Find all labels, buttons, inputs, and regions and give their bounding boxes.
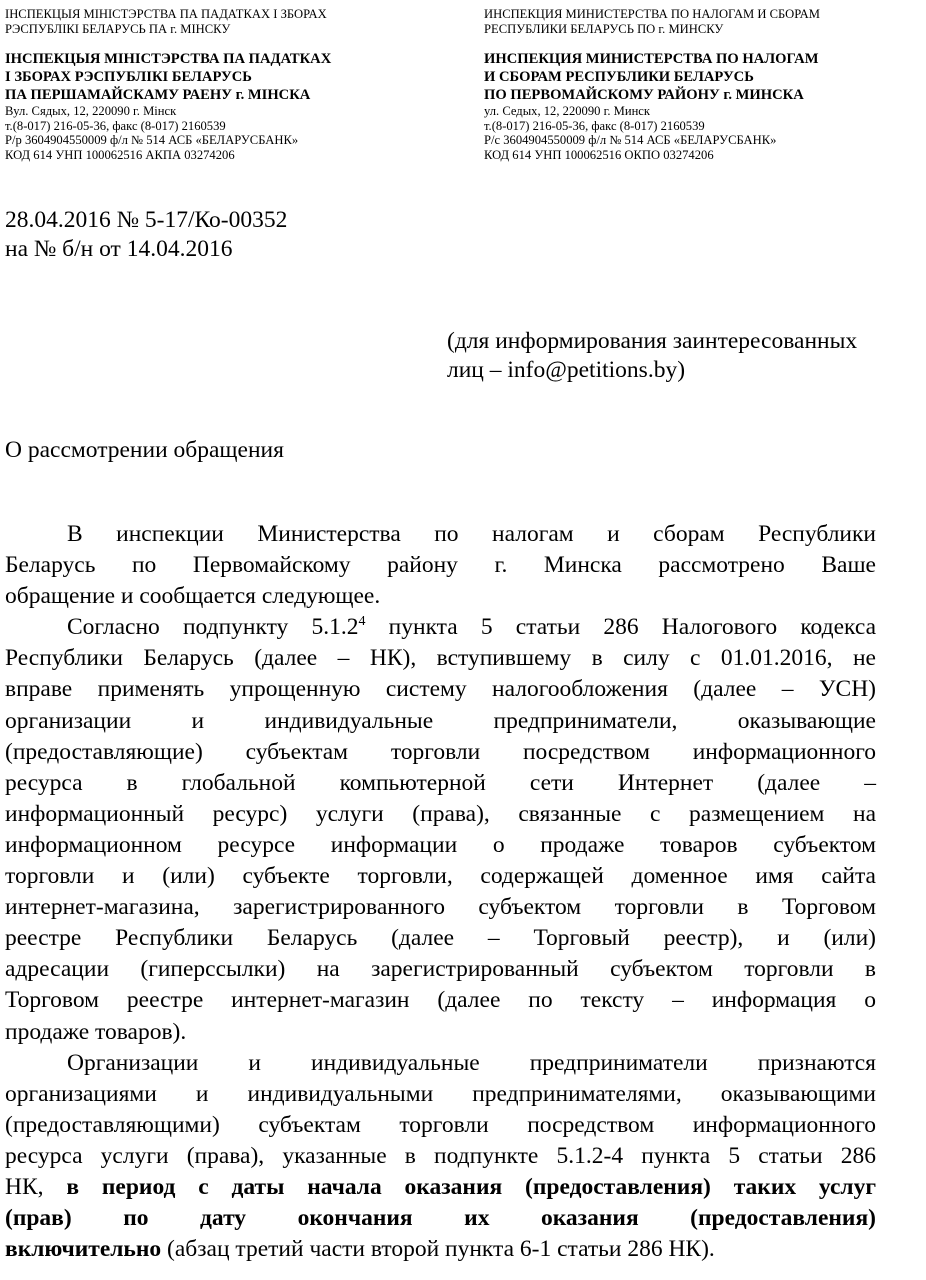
text-line (5, 612, 876, 643)
text: организации и индивидуальные предприниматели, оказывающие (5, 707, 876, 734)
text-line (5, 581, 876, 612)
paragraph (5, 519, 876, 612)
text: (абзац третий части второй пункта 6-1 статьи 286 НК). (161, 1236, 715, 1263)
document-reference (5, 206, 287, 264)
letterhead-account: Р/р 3604904550009 ф/л № 514 АСБ «БЕЛАРУСБАНК» (5, 133, 299, 147)
letterhead-russian (484, 7, 904, 162)
text-line (5, 1110, 876, 1141)
text: информационном ресурсе информации о продаже товаров субъектом (5, 831, 876, 858)
text: организациями и индивидуальными предпринимателями, оказывающими (5, 1080, 876, 1107)
letterhead-line: РЭСПУБЛІКІ БЕЛАРУСЬ ПА г. МІНСКУ (5, 21, 231, 36)
letterhead-codes: КОД 614 УНП 100062516 ОКПО 03274206 (484, 147, 714, 162)
bold-text: в период с даты начала оказания (предоставления) таких услуг (66, 1173, 876, 1200)
addressee-line: лиц – info@petitions.by) (447, 357, 686, 383)
text-line (5, 1234, 876, 1265)
text-line (5, 1141, 876, 1172)
letterhead-address: ул. Седых, 12, 220090 г. Минск (484, 104, 651, 118)
letterhead-line: РЕСПУБЛИКИ БЕЛАРУСЬ ПО г. МИНСКУ (484, 21, 724, 36)
text: реестре Республики Беларусь (далее – Торговый реестр), и (или) (5, 925, 876, 952)
letterhead-title: И СБОРАМ РЕСПУБЛИКИ БЕЛАРУСЬ (484, 69, 754, 85)
text-line (5, 830, 876, 861)
text: торговли и (или) субъекте торговли, содержащей доменное имя сайта (5, 863, 876, 890)
text-line (5, 985, 876, 1016)
text: Беларусь по Первомайскому району г. Минска рассмотрено Ваше (5, 552, 876, 579)
text-line (5, 892, 876, 923)
text-line (5, 923, 876, 954)
text-line (5, 550, 876, 581)
text-line (5, 768, 876, 799)
paragraph (5, 612, 876, 1047)
text: обращение и сообщается следующее. (5, 583, 381, 610)
text-line (5, 861, 876, 892)
text: В инспекции Министерства по налогам и сборам Республики (67, 521, 876, 547)
text: (предоставляющие) субъектам торговли посредством информационного (5, 738, 876, 765)
letterhead-line: ІНСПЕКЦЫЯ МІНІСТЭРСТВА ПА ПАДАТКАХ І ЗБОРАХ (5, 7, 327, 21)
letterhead-title: ПА ПЕРШАМАЙСКАМУ РАЕНУ г. МІНСКА (5, 87, 311, 103)
text-line (5, 799, 876, 830)
text: вправе применять упрощенную систему налогообложения (далее – УСН) (5, 676, 876, 703)
text: пункта 5 статьи 286 Налогового кодекса (365, 614, 876, 641)
addressee-note (447, 327, 857, 385)
text: НК, (5, 1173, 67, 1200)
text: адресации (гиперссылки) на зарегистрированный субъектом торговли в (5, 956, 876, 983)
letterhead-belarusian (5, 7, 405, 162)
text-line (5, 643, 876, 674)
addressee-line: (для информирования заинтересованных (447, 328, 858, 354)
text: (предоставляющими) субъектам торговли посредством информационного (5, 1111, 876, 1138)
bold-text: (прав) по дату окончания их оказания (предоставления) (5, 1205, 876, 1232)
letter-subject: О рассмотрении обращения (5, 437, 284, 463)
text-line (5, 519, 876, 550)
letterhead-codes: КОД 614 УНП 100062516 АКПА 03274206 (5, 147, 235, 162)
text-line (5, 1203, 876, 1234)
superscript: 4 (358, 614, 366, 630)
paragraph (5, 1048, 876, 1266)
text-line (5, 954, 876, 985)
letterhead-title: ІНСПЕКЦЫЯ МІНІСТЭРСТВА ПА ПАДАТКАХ (5, 51, 332, 67)
text-line (5, 1017, 876, 1048)
text: ресурса в глобальной компьютерной сети Интернет (далее – (5, 769, 876, 796)
letterhead-title: І ЗБОРАХ РЭСПУБЛІКІ БЕЛАРУСЬ (5, 69, 252, 85)
text: интернет-магазина, зарегистрированного субъектом торговли в Торговом (5, 894, 876, 921)
letterhead-title: ИНСПЕКЦИЯ МИНИСТЕРСТВА ПО НАЛОГАМ (484, 51, 819, 67)
text: Республики Беларусь (далее – НК), вступившему в силу с 01.01.2016, не (5, 645, 876, 672)
text-line (5, 1079, 876, 1110)
letter-body (5, 519, 876, 1265)
outgoing-number: 28.04.2016 № 5-17/Ко-00352 (5, 207, 288, 233)
letterhead-account: Р/с 3604904550009 ф/л № 514 АСБ «БЕЛАРУСБАНК» (484, 133, 777, 147)
letterhead-phone: т.(8-017) 216-05-36, факс (8-017) 2160539 (484, 118, 705, 133)
text: Согласно подпункту 5.1.2 (67, 614, 359, 641)
bold-text: включительно (5, 1236, 162, 1263)
text: информационный ресурс) услуги (права), связанные с размещением на (5, 800, 876, 827)
text: ресурса услуги (права), указанные в подпункте 5.1.2-4 пункта 5 статьи 286 (5, 1142, 876, 1169)
text: продаже товаров). (5, 1018, 187, 1045)
incoming-reference: на № б/н от 14.04.2016 (5, 236, 233, 262)
letterhead-phone: т.(8-017) 216-05-36, факс (8-017) 2160539 (5, 118, 226, 133)
text-line (5, 674, 876, 705)
letterhead-address: Вул. Сядых, 12, 220090 г. Мінск (5, 104, 177, 118)
text-line (5, 1172, 876, 1203)
text: Торговом реестре интернет-магазин (далее по тексту – информация о (5, 987, 876, 1014)
text-line (5, 1048, 876, 1079)
text-line (5, 706, 876, 737)
text-line (5, 737, 876, 768)
letterhead-line: ИНСПЕКЦИЯ МИНИСТЕРСТВА ПО НАЛОГАМ И СБОРАМ (484, 7, 820, 21)
text: Организации и индивидуальные предприниматели признаются (67, 1049, 876, 1076)
letterhead-title: ПО ПЕРВОМАЙСКОМУ РАЙОНУ г. МИНСКА (484, 87, 804, 103)
